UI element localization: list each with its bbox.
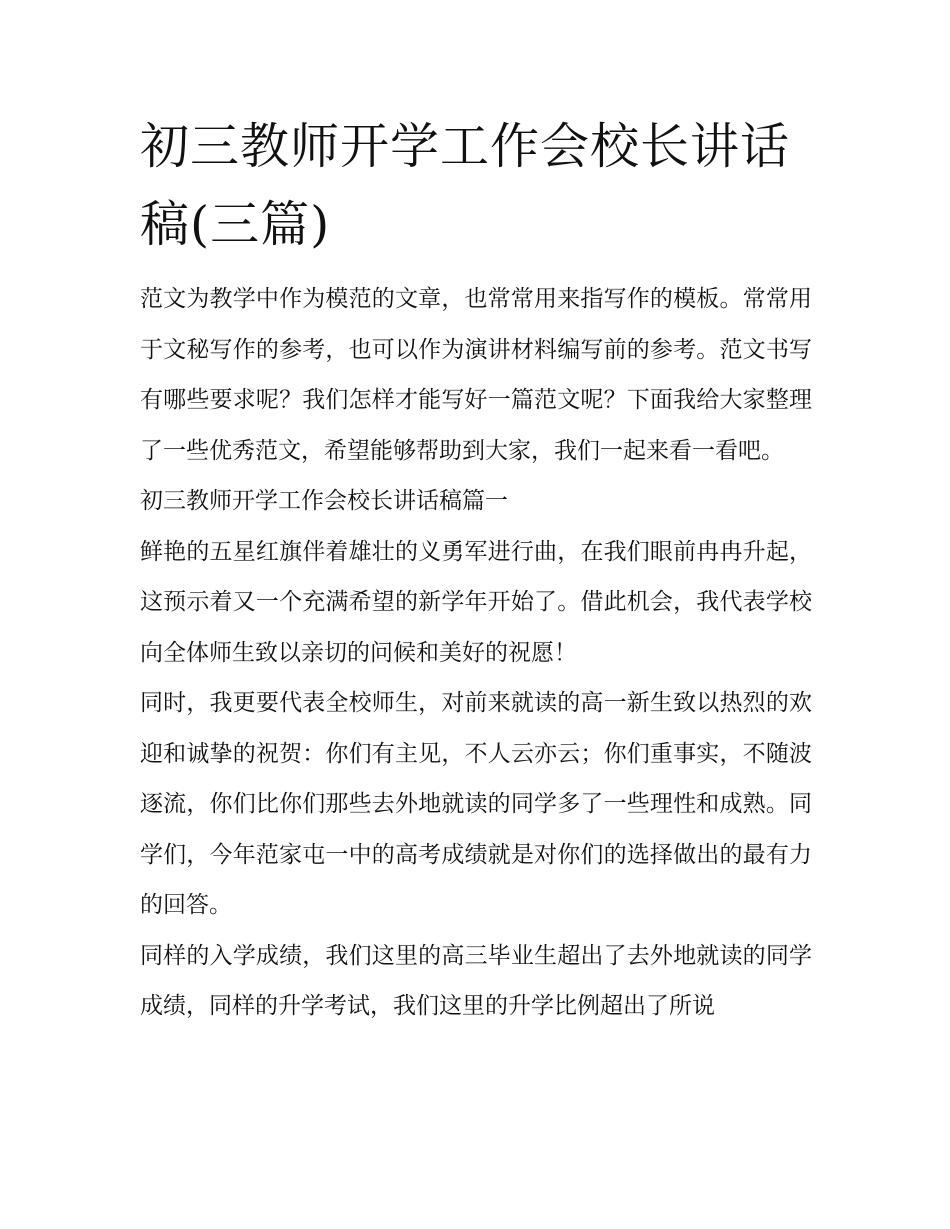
document-body — [140, 108, 812, 1032]
body-paragraph-3: 同样的入学成绩，我们这里的高三毕业生超出了去外地就读的同学成绩，同样的升学考试，我们这里的升学比例超出了所说 — [140, 942, 812, 1019]
intro-paragraph: 范文为教学中作为模范的文章，也常常用来指写作的模板。常常用于文秘写作的参考，也可以作为演讲材料编写前的参考。范文书写有哪些要求呢？我们怎样才能写好一篇范文呢？下面我给大家整理了一些优秀范文，希望能够帮助到大家，我们一起来看一看吧。 — [140, 286, 812, 464]
body-paragraph-2: 同时，我更要代表全校师生，对前来就读的高一新生致以热烈的欢迎和诚挚的祝贺：你们有主见，不人云亦云；你们重事实，不随波逐流，你们比你们那些去外地就读的同学多了一些理性和成熟。同学们，今年范家屯一中的高考成绩就是对你们的选择做出的最有力的回答。 — [140, 690, 812, 918]
section-heading: 初三教师开学工作会校长讲话稿篇一 — [140, 488, 508, 514]
body-paragraph-1: 鲜艳的五星红旗伴着雄壮的义勇军进行曲，在我们眼前冉冉升起，这预示着又一个充满希望的新学年开始了。借此机会，我代表学校向全体师生致以亲切的问候和美好的祝愿！ — [140, 538, 812, 666]
document-title: 初三教师开学工作会校长讲话稿(三篇) — [140, 118, 791, 253]
